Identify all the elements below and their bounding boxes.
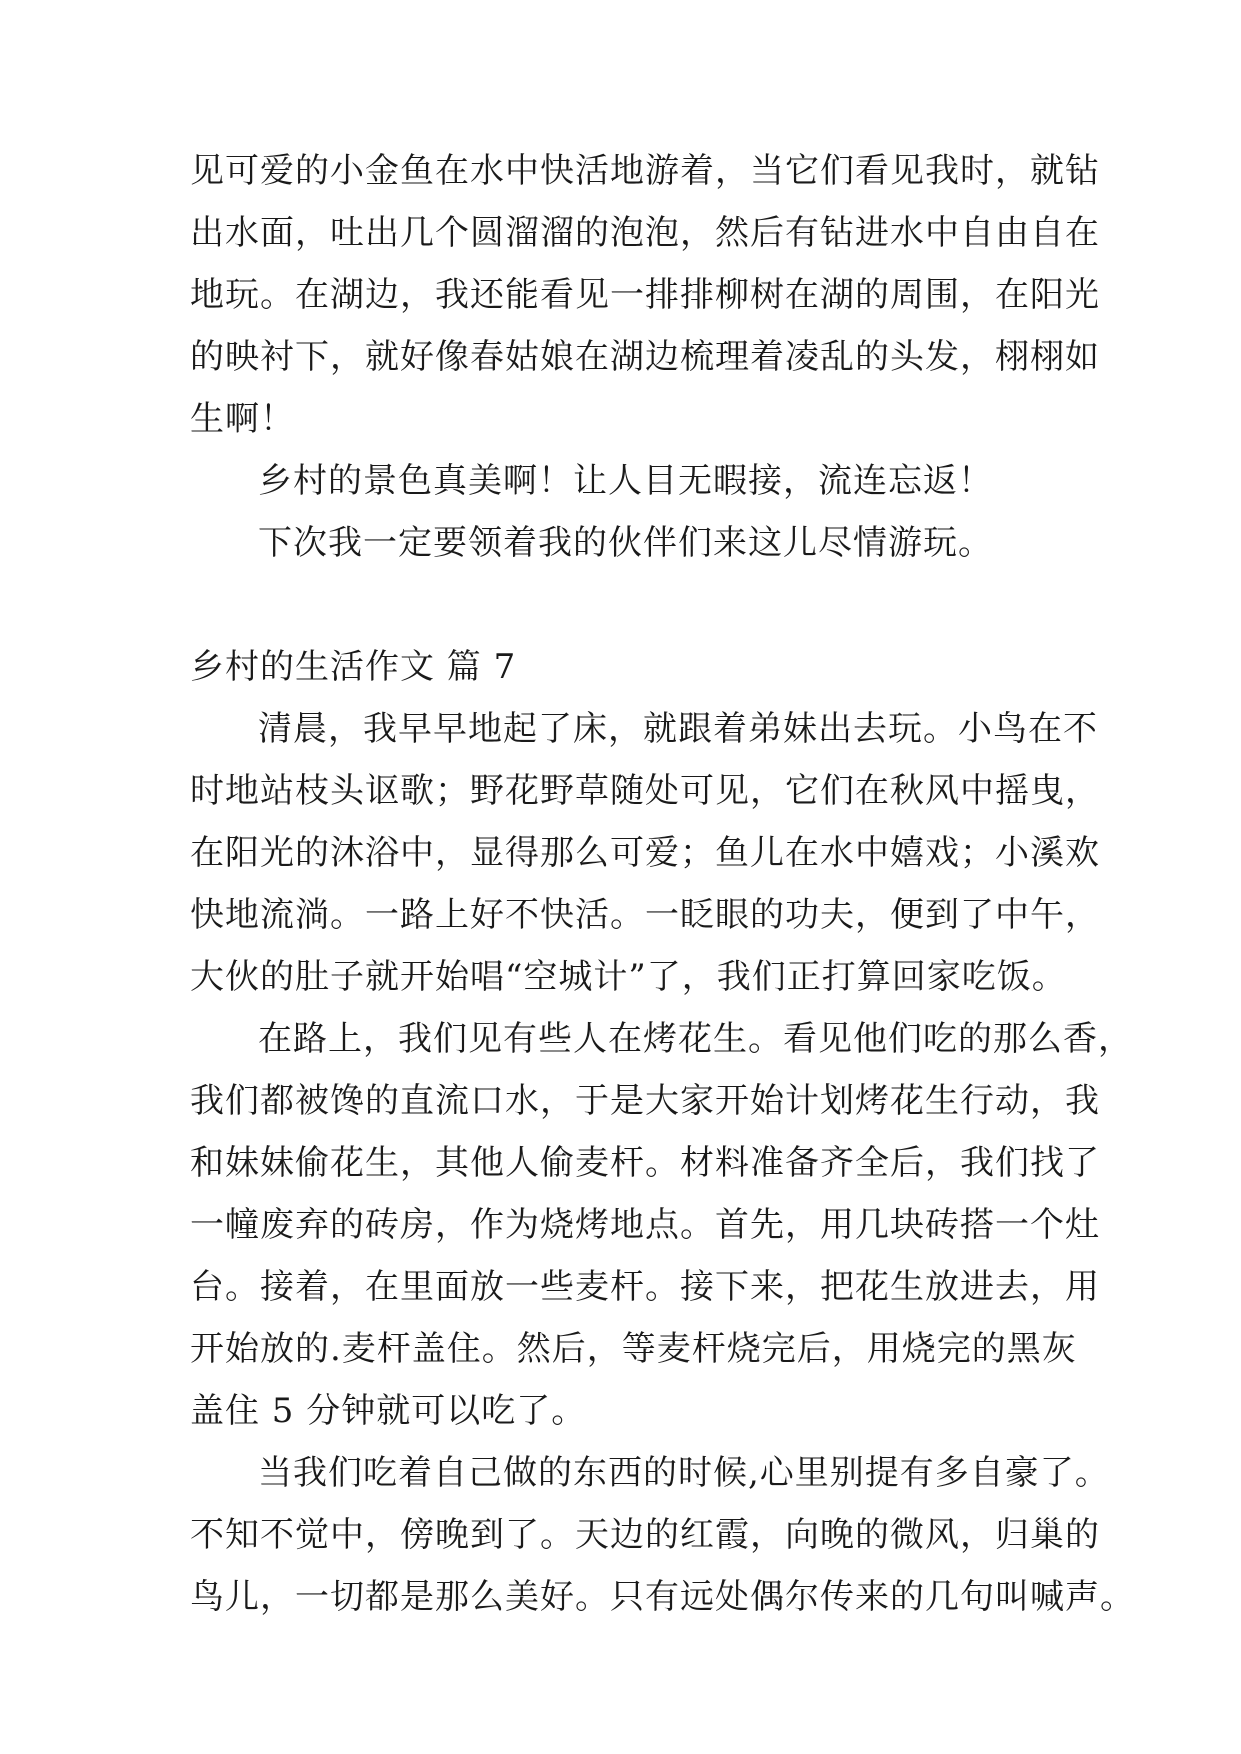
paragraph <box>190 450 1055 512</box>
text-line: 不知不觉中，傍晚到了。天边的红霞，向晚的微风，归巢的 <box>190 1515 1100 1555</box>
document-page <box>190 140 1135 1628</box>
text-line: 地玩。在湖边，我还能看见一排排柳树在湖的周围，在阳光 <box>190 275 1100 315</box>
text-line: 台。接着，在里面放一些麦杆。接下来，把花生放进去，用 <box>190 1267 1100 1307</box>
text-line: 我们都被馋的直流口水，于是大家开始计划烤花生行动，我 <box>190 1081 1100 1121</box>
text-line: 当我们吃着自己做的东西的时候,心里别提有多自豪了。 <box>258 1453 1110 1493</box>
paragraph <box>190 512 1055 574</box>
text-line: 时地站枝头讴歌；野花野草随处可见，它们在秋风中摇曳， <box>190 771 1100 811</box>
text-line: 在阳光的沐浴中，显得那么可爱；鱼儿在水中嬉戏；小溪欢 <box>190 833 1100 873</box>
text-line: 下次我一定要领着我的伙伴们来这儿尽情游玩。 <box>258 523 993 563</box>
text-line: 见可爱的小金鱼在水中快活地游着，当它们看见我时，就钻 <box>190 151 1100 191</box>
paragraph <box>190 1442 1135 1628</box>
paragraph <box>190 698 1100 1008</box>
text-line: 生啊！ <box>190 399 295 439</box>
text-line: 盖住 5 分钟就可以吃了。 <box>190 1391 587 1431</box>
text-line: 和妹妹偷花生，其他人偷麦杆。材料准备齐全后，我们找了 <box>190 1143 1100 1183</box>
text-line: 一幢废弃的砖房，作为烧烤地点。首先，用几块砖搭一个灶 <box>190 1205 1100 1245</box>
text-line: 开始放的.麦杆盖住。然后，等麦杆烧完后，用烧完的黑灰 <box>190 1329 1077 1369</box>
text-line: 快地流淌。一路上好不快活。一眨眼的功夫，便到了中午， <box>190 895 1100 935</box>
text-line: 的映衬下，就好像春姑娘在湖边梳理着凌乱的头发，栩栩如 <box>190 337 1100 377</box>
spacer <box>190 574 1055 636</box>
paragraph <box>190 1008 1133 1442</box>
text-line: 清晨，我早早地起了床，就跟着弟妹出去玩。小鸟在不 <box>258 709 1098 749</box>
text-line: 大伙的肚子就开始唱“空城计”了，我们正打算回家吃饭。 <box>190 957 1067 997</box>
paragraph <box>190 140 1100 450</box>
text-line: 乡村的景色真美啊！让人目无暇接，流连忘返！ <box>258 461 993 501</box>
section-heading: 乡村的生活作文 篇 7 <box>190 647 517 687</box>
text-line: 在路上，我们见有些人在烤花生。看见他们吃的那么香， <box>258 1019 1133 1059</box>
text-line: 出水面，吐出几个圆溜溜的泡泡，然后有钻进水中自由自在 <box>190 213 1100 253</box>
text-line: 鸟儿，一切都是那么美好。只有远处偶尔传来的几句叫喊声。 <box>190 1577 1135 1617</box>
